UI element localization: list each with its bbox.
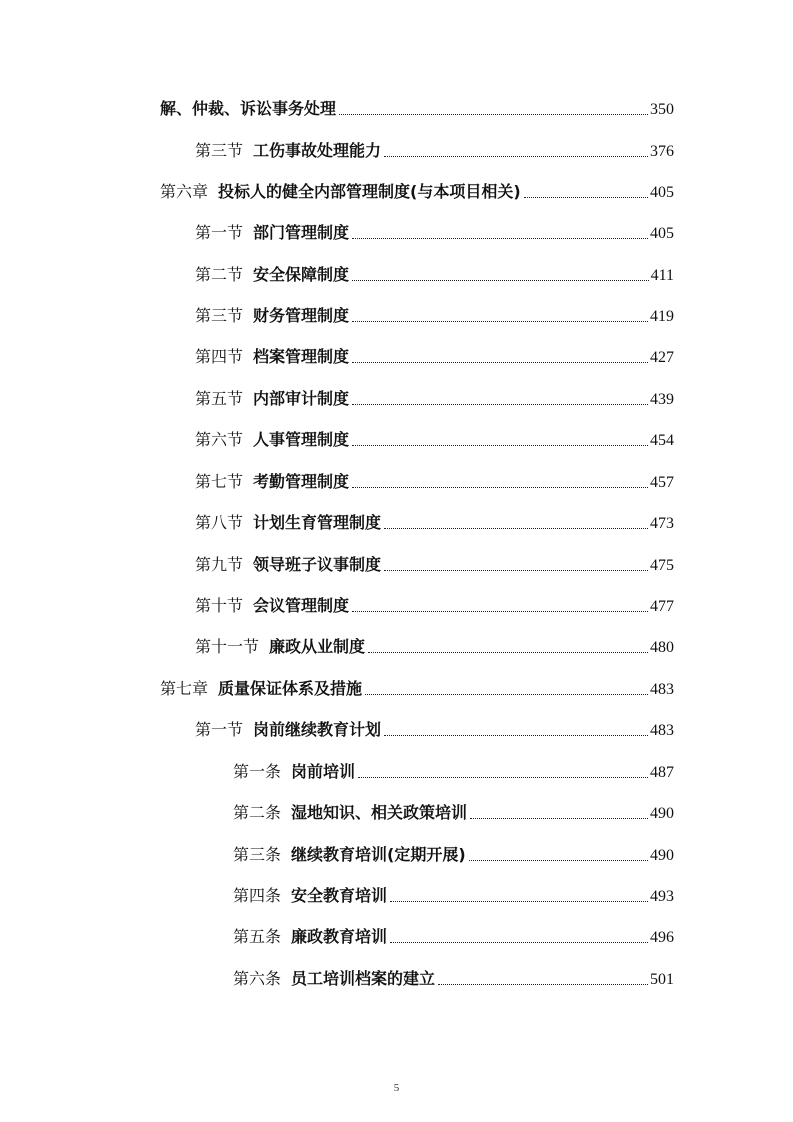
toc-entry-label: 第六章 <box>160 182 209 201</box>
toc-entry-page: 405 <box>650 225 674 242</box>
toc-leader-dots <box>384 718 648 736</box>
toc-entry-title: 人事管理制度 <box>253 430 350 449</box>
toc-leader-dots <box>470 801 648 819</box>
toc-entry[interactable] <box>233 925 674 949</box>
toc-leader-dots <box>358 760 648 778</box>
toc-leader-dots <box>352 221 648 239</box>
toc-entry-label: 第六节 <box>195 430 244 449</box>
toc-entry[interactable] <box>195 470 674 494</box>
toc-entry[interactable] <box>195 428 674 452</box>
toc-entry-page: 405 <box>650 184 674 201</box>
toc-entry-title: 廉政教育培训 <box>291 927 388 946</box>
toc-entry-title: 计划生育管理制度 <box>253 513 382 532</box>
toc-entry[interactable] <box>233 884 674 908</box>
toc-entry-title: 岗前培训 <box>291 762 356 781</box>
toc-entry[interactable] <box>195 511 674 535</box>
toc-leader-dots <box>384 553 648 571</box>
toc-leader-dots <box>352 304 648 322</box>
toc-entry[interactable] <box>160 180 674 204</box>
toc-entry-label: 第四节 <box>195 347 244 366</box>
toc-leader-dots <box>352 387 648 405</box>
toc-entry-page: 350 <box>650 101 674 118</box>
toc-entry-label: 第三节 <box>195 306 244 325</box>
toc-entry[interactable] <box>195 635 674 659</box>
toc-entry-title: 安全教育培训 <box>291 886 388 905</box>
toc-entry-label: 第二条 <box>233 803 282 822</box>
toc-entry-title: 档案管理制度 <box>253 347 350 366</box>
toc-entry-page: 493 <box>650 888 674 905</box>
toc-entry-label: 第七节 <box>195 472 244 491</box>
toc-leader-dots <box>524 180 648 198</box>
toc-entry[interactable] <box>233 801 674 825</box>
toc-entry-page: 427 <box>650 349 674 366</box>
toc-entry-label: 第九节 <box>195 555 244 574</box>
toc-entry[interactable] <box>195 345 674 369</box>
toc-entry[interactable] <box>233 843 674 867</box>
toc-entry[interactable] <box>195 718 674 742</box>
toc-entry-label: 第三节 <box>195 141 244 160</box>
toc-leader-dots <box>469 843 648 861</box>
toc-entry[interactable] <box>195 139 674 163</box>
toc-entry[interactable] <box>195 263 674 287</box>
toc-entry-title: 解、仲裁、诉讼事务处理 <box>160 99 337 118</box>
toc-entry-title: 继续教育培训(定期开展) <box>291 845 466 864</box>
toc-leader-dots <box>390 925 648 943</box>
toc-entry-page: 376 <box>650 143 674 160</box>
toc-leader-dots <box>352 263 649 281</box>
toc-leader-dots <box>438 967 648 985</box>
toc-entry-page: 475 <box>650 557 674 574</box>
toc-entry-page: 439 <box>650 391 674 408</box>
toc-entry-page: 480 <box>650 639 674 656</box>
toc-leader-dots <box>390 884 648 902</box>
toc-entry-title: 部门管理制度 <box>253 223 350 242</box>
toc-leader-dots <box>339 97 648 115</box>
toc-entry-title: 工伤事故处理能力 <box>253 141 382 160</box>
toc-leader-dots <box>365 677 648 695</box>
toc-entry[interactable] <box>195 387 674 411</box>
toc-entry[interactable] <box>195 221 674 245</box>
toc-entry[interactable] <box>160 677 674 701</box>
toc-entry-page: 496 <box>650 929 674 946</box>
toc-entry-label: 第一节 <box>195 720 244 739</box>
toc-entry-label: 第二节 <box>195 265 244 284</box>
toc-entry-page: 454 <box>650 432 674 449</box>
toc-entry-page: 419 <box>650 308 674 325</box>
toc-entry[interactable] <box>195 553 674 577</box>
toc-entry-page: 457 <box>650 474 674 491</box>
toc-entry-label: 第三条 <box>233 845 282 864</box>
toc-entry-page: 483 <box>650 681 674 698</box>
toc-entry[interactable] <box>233 760 674 784</box>
toc-entry-label: 第十一节 <box>195 637 260 656</box>
toc-leader-dots <box>384 139 648 157</box>
toc-entry-title: 安全保障制度 <box>253 265 350 284</box>
toc-entry-page: 501 <box>650 971 674 988</box>
toc-entry-title: 岗前继续教育计划 <box>253 720 382 739</box>
toc-entry-title: 员工培训档案的建立 <box>291 969 436 988</box>
toc-entry-label: 第八节 <box>195 513 244 532</box>
toc-entry-label: 第五条 <box>233 927 282 946</box>
toc-leader-dots <box>352 594 648 612</box>
toc-entry-page: 483 <box>650 722 674 739</box>
toc-leader-dots <box>352 345 648 363</box>
toc-entry-label: 第十节 <box>195 596 244 615</box>
toc-entry-page: 473 <box>650 515 674 532</box>
toc-entry-label: 第五节 <box>195 389 244 408</box>
toc-entry-title: 廉政从业制度 <box>269 637 366 656</box>
toc-leader-dots <box>352 428 648 446</box>
toc-entry-title: 财务管理制度 <box>253 306 350 325</box>
toc-entry-page: 490 <box>650 847 674 864</box>
toc-entry[interactable] <box>195 304 674 328</box>
toc-entry-title: 内部审计制度 <box>253 389 350 408</box>
toc-entry-title: 考勤管理制度 <box>253 472 350 491</box>
toc-entry-page: 487 <box>650 764 674 781</box>
page-number: 5 <box>393 1082 400 1094</box>
toc-entry-page: 411 <box>650 267 674 284</box>
toc-entry-label: 第六条 <box>233 969 282 988</box>
toc-entry-title: 投标人的健全内部管理制度(与本项目相关) <box>218 182 521 201</box>
toc-entry-label: 第一节 <box>195 223 244 242</box>
toc-leader-dots <box>352 470 648 488</box>
toc-entry-label: 第四条 <box>233 886 282 905</box>
toc-entry-title: 湿地知识、相关政策培训 <box>291 803 468 822</box>
toc-entry-title: 质量保证体系及措施 <box>218 679 363 698</box>
toc-entry-label: 第七章 <box>160 679 209 698</box>
toc-entry-title: 会议管理制度 <box>253 596 350 615</box>
toc-entry-title: 领导班子议事制度 <box>253 555 382 574</box>
toc-entry-page: 490 <box>650 805 674 822</box>
toc-entry[interactable] <box>233 967 674 991</box>
toc-leader-dots <box>384 511 648 529</box>
toc-leader-dots <box>368 635 648 653</box>
toc-entry-page: 477 <box>650 598 674 615</box>
toc-entry-label: 第一条 <box>233 762 282 781</box>
toc-entry[interactable] <box>195 594 674 618</box>
toc-entry[interactable] <box>160 97 674 121</box>
